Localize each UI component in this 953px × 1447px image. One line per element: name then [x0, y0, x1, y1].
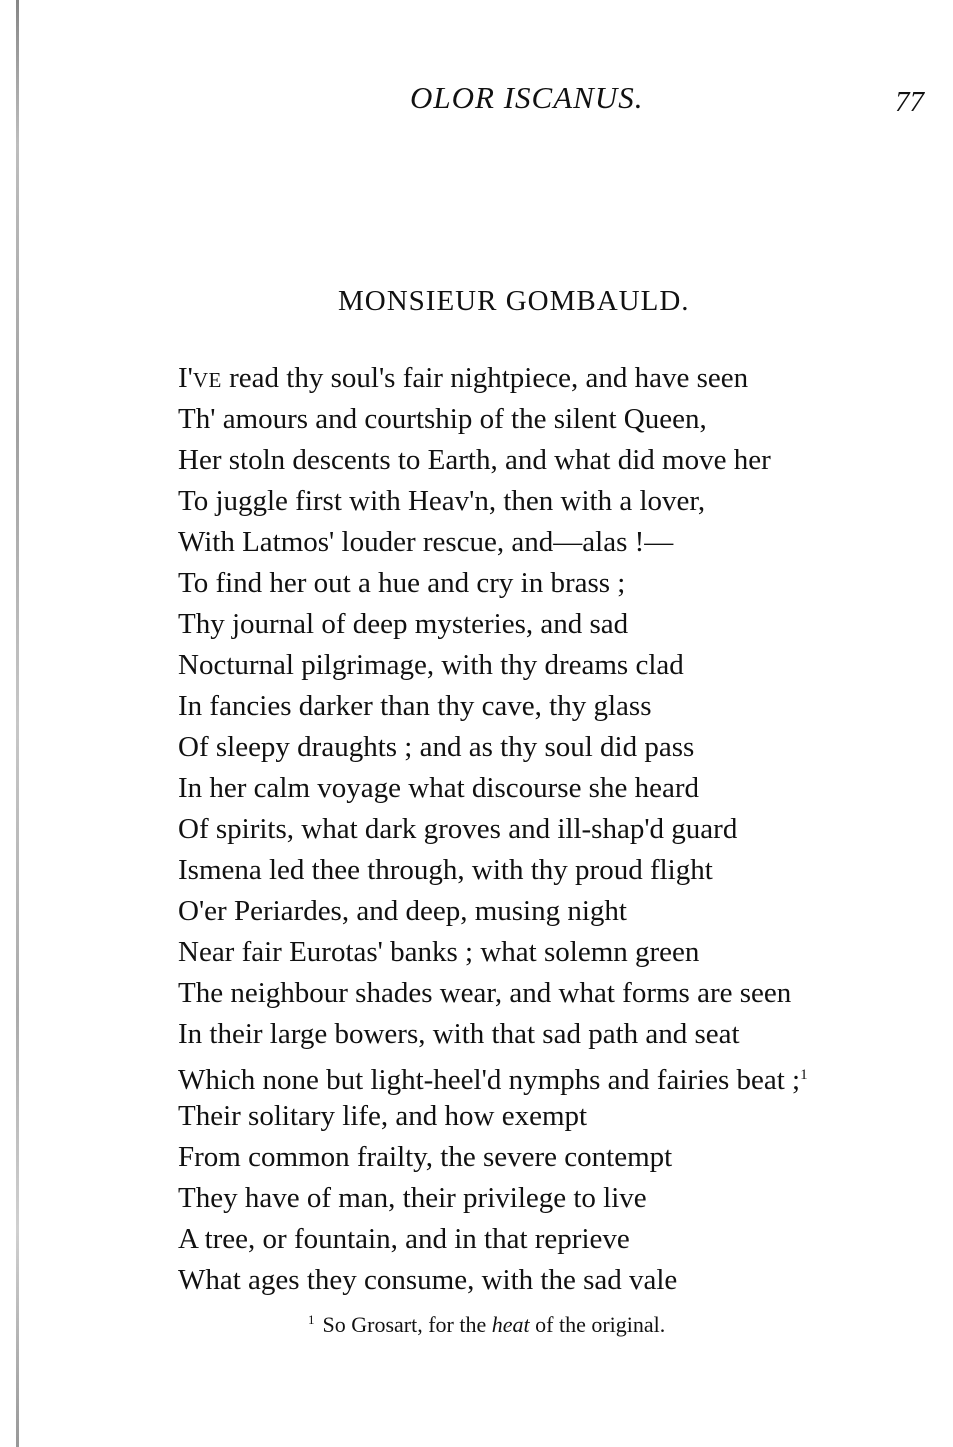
- small-caps-text: VE: [192, 368, 222, 392]
- poem-line: The neighbour shades wear, and what forms are seen: [178, 977, 792, 1009]
- poem-line: Of sleepy draughts ; and as thy soul did pass: [178, 731, 695, 763]
- page-number: 77: [895, 86, 924, 118]
- poem-line: Nocturnal pilgrimage, with thy dreams clad: [178, 649, 684, 681]
- poem-line: [178, 358, 943, 399]
- poem-body: [178, 358, 943, 1301]
- poem-line: To find her out a hue and cry in brass ;: [178, 567, 626, 599]
- poem-line: In their large bowers, with that sad path and seat: [178, 1018, 740, 1050]
- line-initial: I': [178, 362, 193, 394]
- running-title: OLOR ISCANUS.: [410, 80, 644, 115]
- line-rest: read thy soul's fair nightpiece, and have seen: [221, 362, 749, 394]
- footnote-text-after: of the original.: [529, 1312, 666, 1337]
- poem-line: Her stoln descents to Earth, and what did move her: [178, 444, 771, 476]
- running-head: [0, 80, 953, 124]
- footnote-marker: 1: [800, 1067, 808, 1083]
- poem-line: In her calm voyage what discourse she heard: [178, 772, 699, 804]
- poem-line: Of spirits, what dark groves and ill-shap'd guard: [178, 813, 738, 845]
- poem-line: What ages they consume, with the sad vale: [178, 1264, 678, 1296]
- poem-line: Thy journal of deep mysteries, and sad: [178, 608, 629, 640]
- binding-edge: [16, 0, 19, 1447]
- footnoted-line-text: Which none but light-heel'd nymphs and fairies beat ;: [178, 1064, 801, 1096]
- poem-line: [178, 1055, 943, 1096]
- poem-line: Their solitary life, and how exempt: [178, 1100, 588, 1132]
- poem-line: O'er Periardes, and deep, musing night: [178, 895, 627, 927]
- poem-line: They have of man, their privilege to live: [178, 1182, 647, 1214]
- footnote-text-before: So Grosart, for the: [322, 1312, 492, 1337]
- poem-line: Near fair Eurotas' banks ; what solemn green: [178, 936, 700, 968]
- footnote: [308, 1312, 665, 1338]
- poem-title: MONSIEUR GOMBAULD.: [338, 285, 690, 317]
- poem-line: From common frailty, the severe contempt: [178, 1141, 673, 1173]
- poem-line: Th' amours and courtship of the silent Queen,: [178, 403, 707, 435]
- poem-line: With Latmos' louder rescue, and—alas !—: [178, 526, 674, 558]
- poem-line: To juggle first with Heav'n, then with a lover,: [178, 485, 706, 517]
- footnote-emphasis: heat: [491, 1312, 530, 1337]
- poem-line: In fancies darker than thy cave, thy glass: [178, 690, 652, 722]
- footnote-number: 1: [308, 1312, 315, 1327]
- poem-line: Ismena led thee through, with thy proud flight: [178, 854, 713, 886]
- poem-line: A tree, or fountain, and in that reprieve: [178, 1223, 630, 1255]
